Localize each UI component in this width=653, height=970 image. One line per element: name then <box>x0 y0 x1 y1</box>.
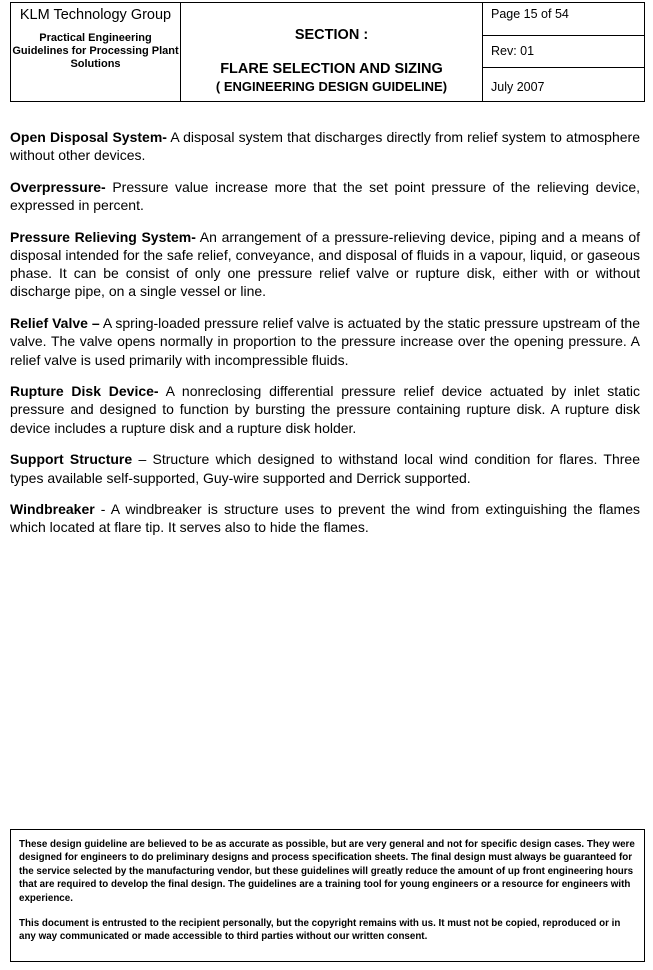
definition-text: – Structure which designed to withstand local wind condition for flares. Three types available self-supported, Guy-wire supported and Derrick supported. <box>10 451 640 486</box>
disclaimer-text: These design guideline are believed to be as accurate as possible, but are very general and not for specific design cases. They were designed for engineers to do preliminary designs and process specification sheets. The final design must always be guaranteed for the service selected by the manufacturing vendor, but these guidelines will greatly reduce the amount of up front engineering hours that are required to develop the final design. The guidelines are a training tool for young engineers or a resource for engineers with experience. <box>19 839 635 904</box>
definition-text: Pressure value increase more that the set point pressure of the relieving device, expressed in percent. <box>10 178 640 214</box>
company-subtitle: Practical Engineering Guidelines for Processing Plant Solutions <box>12 32 179 70</box>
definition-paragraph <box>10 178 640 214</box>
document-date: July 2007 <box>491 79 545 94</box>
definition-term: Relief Valve – <box>10 315 100 332</box>
page-number: Page 15 of 54 <box>483 3 644 36</box>
company-cell <box>11 3 181 101</box>
definition-term: Overpressure- <box>10 178 106 195</box>
definition-text: An arrangement of a pressure-relieving device, piping and a means of disposal intended for the safe relief, conveyance, and disposal of fluids in a vapour, liquid, or gaseous phase. It can be consist of only one pressure relief valve or rupture disk, either with or without discharge pipe, on a single vessel or line. <box>10 228 641 300</box>
title-cell <box>181 3 483 101</box>
definition-paragraph <box>10 314 640 369</box>
definition-text: A nonreclosing differential pressure relief device actuated by inlet static pressure and designed to function by bursting the pressure containing rupture disk. A rupture disk device includes a rupture disk and a rupture disk holder. <box>10 383 640 436</box>
company-name: KLM Technology Group <box>19 7 172 23</box>
definition-term: Windbreaker <box>10 501 95 518</box>
document-subtitle: ( ENGINEERING DESIGN GUIDELINE) <box>215 79 448 94</box>
section-label: SECTION : <box>294 27 369 43</box>
definition-text: A disposal system that discharges directly from relief system to atmosphere without other devices. <box>10 129 640 164</box>
copyright-notice: This document is entrusted to the recipient personally, but the copyright remains with us. It must not be copied, reproduced or in any way communicated or made accessible to third parties without our written consent. <box>19 918 621 943</box>
definition-term: Support Structure <box>10 451 133 468</box>
definition-paragraph <box>10 500 640 536</box>
revision: Rev: 01 <box>483 36 644 69</box>
meta-cell <box>483 3 644 101</box>
definition-paragraph <box>10 228 640 301</box>
definition-text: - A windbreaker is structure uses to prevent the wind from extinguishing the flames which located at flare tip. It serves also to hide the flames. <box>10 501 640 536</box>
definition-paragraph <box>10 450 640 486</box>
document-header <box>10 2 645 102</box>
definitions-body <box>10 128 640 550</box>
definition-term: Rupture Disk Device- <box>10 383 159 400</box>
document-title: FLARE SELECTION AND SIZING <box>220 61 443 77</box>
definition-text: A spring-loaded pressure relief valve is actuated by the static pressure upstream of the valve. The valve opens normally in proportion to the pressure increase over the opening pressure. A relief valve is used primarily with incompressible fluids. <box>10 315 640 368</box>
definition-term: Pressure Relieving System- <box>10 228 196 245</box>
disclaimer-box <box>10 829 645 962</box>
definition-paragraph <box>10 382 640 437</box>
definition-paragraph <box>10 128 640 164</box>
definition-term: Open Disposal System- <box>10 129 167 145</box>
